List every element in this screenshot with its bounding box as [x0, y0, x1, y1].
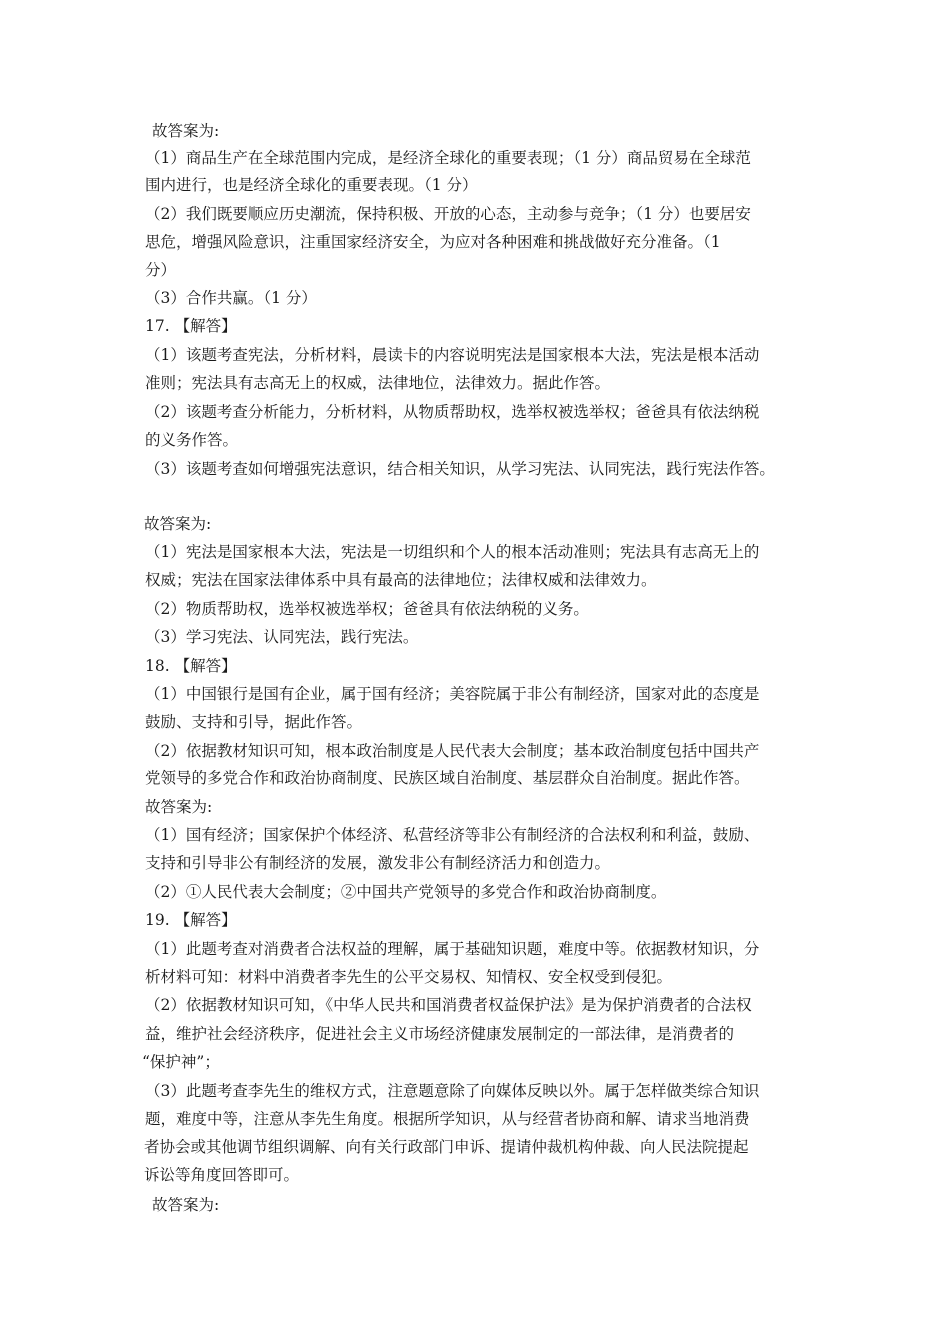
text-line: （1）宪法是国家根本大法，宪法是一切组织和个人的根本活动准则；宪法具有志高无上的 [145, 543, 760, 561]
text-line: 故答案为: [144, 515, 212, 533]
text-line: （2）①人民代表大会制度；②中国共产党领导的多党合作和政治协商制度。 [145, 883, 667, 901]
text-line: 准则；宪法具有志高无上的权威，法律地位，法律效力。据此作答。 [145, 374, 611, 392]
text-line: 诉讼等角度回答即可。 [144, 1166, 300, 1184]
text-line: 支持和引导非公有制经济的发展，激发非公有制经济活力和创造力。 [145, 854, 611, 872]
text-line: （2）物质帮助权，选举权被选举权；爸爸具有依法纳税的义务。 [145, 600, 589, 618]
text-line: （1）商品生产在全球范围内完成，是经济全球化的重要表现；（1 分）商品贸易在全球范 [145, 149, 751, 167]
text-line: （2）依据教材知识可知，《中华人民共和国消费者权益保护法》是为保护消费者的合法权 [145, 996, 752, 1014]
text-line: 故答案为: [152, 1196, 220, 1214]
text-line: （2）该题考查分析能力，分析材料，从物质帮助权，选举权被选举权；爸爸具有依法纳税 [145, 403, 760, 421]
text-line: 的义务作答。 [145, 431, 239, 449]
text-line: 17. 【解答】 [145, 317, 237, 335]
text-line: 党领导的多党合作和政治协商制度、民族区域自治制度、基层群众自治制度。据此作答。 [145, 769, 750, 787]
text-line: （3）合作共赢。（1 分） [145, 289, 317, 307]
text-line: （3）此题考查李先生的维权方式，注意题意除了向媒体反映以外。属于怎样做类综合知识 [145, 1082, 760, 1100]
text-line: 故答案为: [152, 122, 220, 140]
text-line: 益，维护社会经济秩序，促进社会主义市场经济健康发展制定的一部法律，是消费者的 [145, 1025, 735, 1043]
text-line: （1）国有经济；国家保护个体经济、私营经济等非公有制经济的合法权利和利益，鼓励、 [145, 826, 760, 844]
text-line: （1）此题考查对消费者合法权益的理解，属于基础知识题，难度中等。依据教材知识，分 [145, 940, 760, 958]
text-line: 分） [145, 261, 177, 279]
text-line: 19. 【解答】 [145, 911, 237, 929]
text-line: 者协会或其他调节组织调解、向有关行政部门申诉、提请仲裁机构仲裁、向人民法院提起 [144, 1138, 749, 1156]
text-line: （1）中国银行是国有企业，属于国有经济；美容院属于非公有制经济，国家对此的态度是 [145, 685, 760, 703]
text-line: （1）该题考查宪法，分析材料，晨读卡的内容说明宪法是国家根本大法，宪法是根本活动 [145, 346, 760, 364]
text-line: 围内进行，也是经济全球化的重要表现。（1 分） [145, 176, 478, 194]
text-line: （2）依据教材知识可知，根本政治制度是人民代表大会制度；基本政治制度包括中国共产 [145, 742, 760, 760]
text-line: （2）我们既要顺应历史潮流，保持积极、开放的心态，主动参与竞争；（1 分）也要居安 [145, 205, 751, 223]
text-line: （3）该题考查如何增强宪法意识，结合相关知识，从学习宪法、认同宪法，践行宪法作答。 [145, 460, 775, 478]
text-line: “保护神”； [142, 1053, 220, 1071]
text-line: 18. 【解答】 [145, 657, 237, 675]
text-line: （3）学习宪法、认同宪法，践行宪法。 [145, 628, 419, 646]
text-line: 题，难度中等，注意从李先生角度。根据所学知识，从与经营者协商和解、请求当地消费 [145, 1110, 750, 1128]
text-line: 析材料可知：材料中消费者李先生的公平交易权、知情权、安全权受到侵犯。 [145, 968, 673, 986]
text-line: 鼓励、支持和引导，据此作答。 [145, 713, 363, 731]
text-line: 权威；宪法在国家法律体系中具有最高的法律地位；法律权威和法律效力。 [145, 571, 657, 589]
text-line: 思危，增强风险意识，注重国家经济安全，为应对各种困难和挑战做好充分准备。（1 [145, 233, 721, 251]
text-line: 故答案为: [145, 798, 213, 816]
